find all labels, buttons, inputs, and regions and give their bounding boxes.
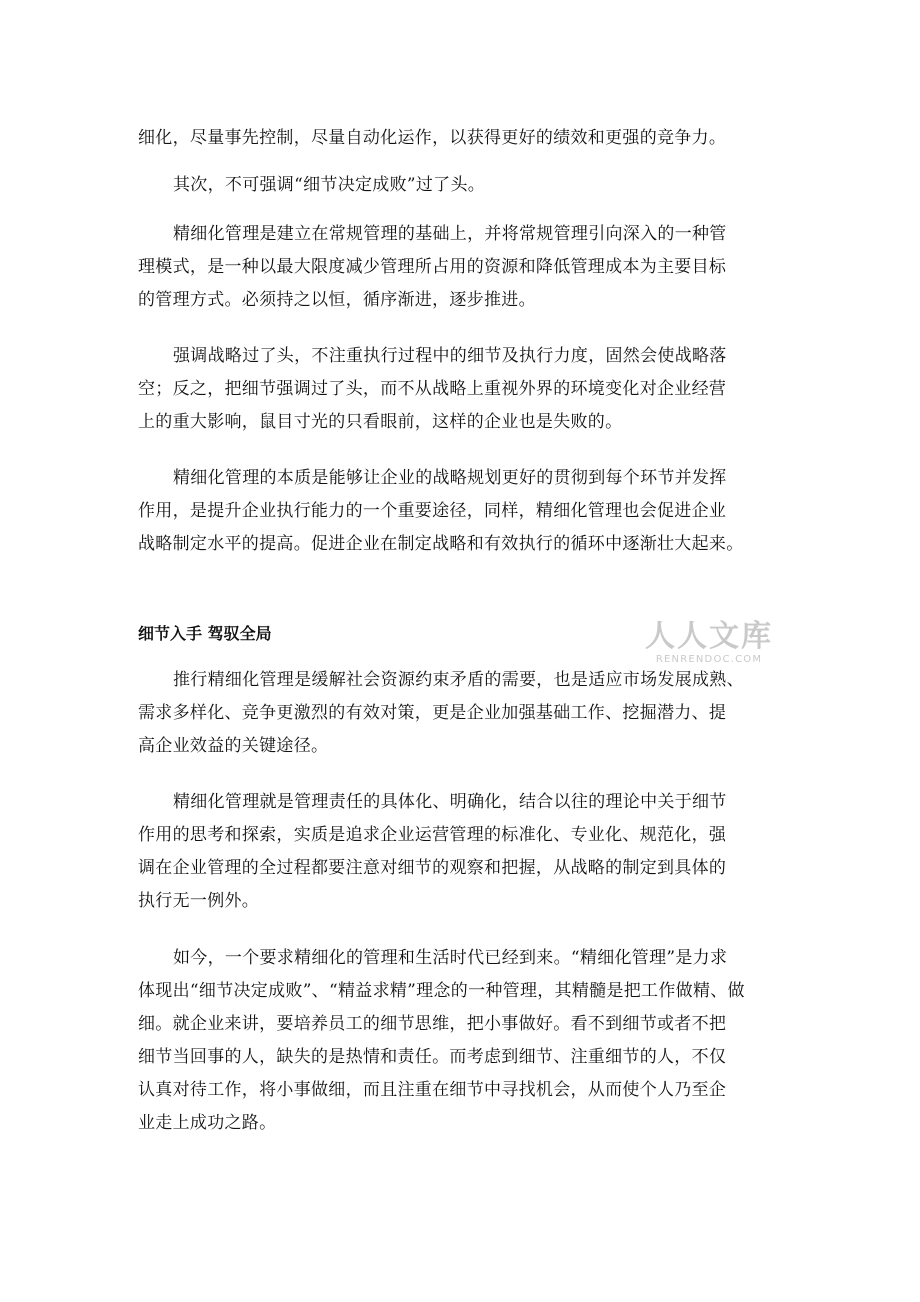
text-line: 的管理方式。必须持之以恒，循序渐进，逐步推进。 [138, 290, 536, 310]
text-line: 精细化管理是建立在常规管理的基础上，并将常规管理引向深入的一种管 [173, 224, 727, 244]
text-line: 作用的思考和探索，实质是追求企业运营管理的标准化、专业化、规范化，强 [138, 825, 727, 845]
text-line: 细。就企业来讲，要培养员工的细节思维，把小事做好。看不到细节或者不把 [138, 1014, 727, 1034]
paragraph [138, 942, 778, 1140]
text-line: 精细化管理的本质是能够让企业的战略规划更好的贯彻到每个环节并发挥 [173, 468, 727, 488]
watermark-url: RENRENDOC.COM [655, 654, 763, 665]
text-line: 理模式，是一种以最大限度减少管理所占用的资源和降低管理成本为主要目标 [138, 257, 727, 277]
paragraph [138, 218, 778, 317]
text-line: 细化，尽量事先控制，尽量自动化运作，以获得更好的绩效和更强的竞争力。 [138, 128, 727, 148]
text-line: 执行无一例外。 [138, 891, 260, 911]
text-line: 推行精细化管理是缓解社会资源约束矛盾的需要，也是适应市场发展成熟、 [173, 670, 744, 690]
text-line: 作用，是提升企业执行能力的一个重要途径，同样，精细化管理也会促进企业 [138, 501, 727, 521]
text-line: 认真对待工作，将小事做细，而且注重在细节中寻找机会，从而使个人乃至企 [138, 1080, 727, 1100]
paragraph [138, 340, 778, 439]
paragraph [138, 664, 778, 763]
text-line: 业走上成功之路。 [138, 1113, 277, 1133]
text-line: 如今，一个要求精细化的管理和生活时代已经到来。“精细化管理”是力求 [173, 948, 728, 968]
watermark-logo [644, 620, 774, 666]
paragraph [138, 462, 778, 561]
section-heading: 细节入手 驾驭全局 [138, 624, 272, 643]
paragraph [138, 169, 778, 202]
text-line: 其次，不可强调“细节决定成败”过了头。 [173, 175, 486, 195]
text-line: 强调战略过了头，不注重执行过程中的细节及执行力度，固然会使战略落 [173, 346, 727, 366]
text-line: 空；反之，把细节强调过了头，而不从战略上重视外界的环境变化对企业经营 [138, 379, 727, 399]
text-line: 战略制定水平的提高。促进企业在制定战略和有效执行的循环中逐渐壮大起来。 [138, 534, 744, 554]
text-line: 细节当回事的人，缺失的是热情和责任。而考虑到细节、注重细节的人，不仅 [138, 1047, 727, 1067]
watermark-title: 人人文库 [645, 619, 773, 654]
text-line: 调在企业管理的全过程都要注意对细节的观察和把握，从战略的制定到具体的 [138, 858, 727, 878]
text-line: 需求多样化、竞争更激烈的有效对策，更是企业加强基础工作、挖掘潜力、提 [138, 703, 727, 723]
text-line: 上的重大影响，鼠目寸光的只看眼前，这样的企业也是失败的。 [138, 412, 623, 432]
paragraph [138, 786, 778, 918]
text-line: 高企业效益的关键途径。 [138, 736, 329, 756]
text-line: 体现出“细节决定成败”、“精益求精”理念的一种管理，其精髓是把工作做精、做 [138, 981, 745, 1001]
text-line: 精细化管理就是管理责任的具体化、明确化，结合以往的理论中关于细节 [173, 792, 727, 812]
paragraph-continuation [138, 122, 778, 155]
